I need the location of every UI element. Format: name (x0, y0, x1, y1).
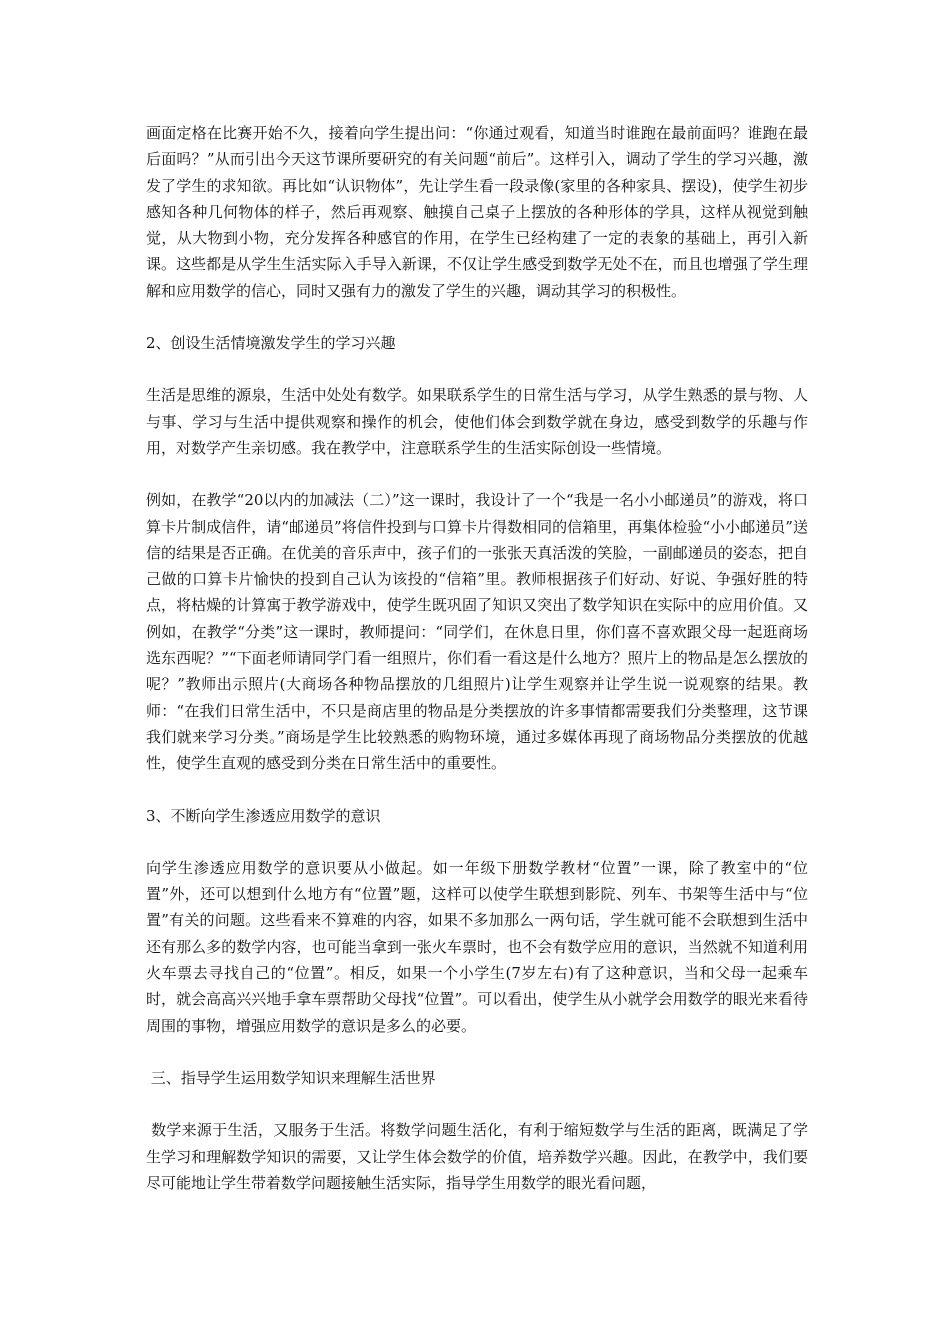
heading-life-situations: 2、创设生活情境激发学生的学习兴趣 (146, 334, 396, 353)
paragraph-examples: 例如，在教学“20以内的加减法（二）”这一课时，我设计了一个“我是一名小小邮递员”的游戏，将口算卡片制成信件，请“邮递员”将信件投到与口算卡片得数相同的信箱里，再集体检验“小小邮递员”送信的结果是否正确。在优美的音乐声中，孩子们的一张张天真活泼的笑脸，一副邮递员的姿态，把自己做的口算卡片愉快的投到自己认为该投的“信箱”里。教师根据孩子们好动、好说、争强好胜的特点，将枯燥的计算寓于教学游戏中，使学生既巩固了知识又突出了数学知识在实际中的应用价值。又例如，在教学“分类”这一课时，教师提问：“同学们，在休息日里，你们喜不喜欢跟父母一起逛商场选东西呢？”“下面老师请同学门看一组照片，你们看一看这是什么地方？照片上的物品是怎么摆放的呢？”教师出示照片(大商场各种物品摆放的几组照片)让学生观察并让学生说一说观察的结果。教师：“在我们日常生活中，不只是商店里的物品是分类摆放的许多事情都需要我们分类整理，这节课我们就来学习分类。”商场是学生比较熟悉的购物环境，通过多媒体再现了商场物品分类摆放的优越性，使学生直观的感受到分类在日常生活中的重要性。 (146, 491, 808, 773)
heading-section-three: 三、指导学生运用数学知识来理解生活世界 (146, 1068, 436, 1087)
paragraph-position-lesson: 向学生渗透应用数学的意识要从小做起。如一年级下册数学教材“位置”一课，除了教室中的“位置”外，还可以想到什么地方有“位置”题，这样可以使学生联想到影院、列车、书架等生活中与“位置”有关的问题。这些看来不算难的内容，如果不多加那么一两句话，学生就可能不会联想到生活中还有那么多的数学内容，也可能当拿到一张火车票时，也不会有数学应用的意识，当然就不知道利用火车票去寻找自己的“位置”。相反，如果一个小学生(7岁左右)有了这种意识，当和父母一起乘车时，就会高高兴兴地手拿车票帮助父母找“位置”。可以看出，使学生从小就学会用数学的眼光来看待周围的事物，增强应用数学的意识是多么的必要。 (146, 858, 808, 1035)
paragraph-gap (146, 304, 808, 330)
paragraph-gap (146, 777, 808, 803)
paragraph-gap (146, 461, 808, 487)
heading-math-awareness: 3、不断向学生渗透应用数学的意识 (146, 806, 381, 825)
paragraph-gap (146, 1039, 808, 1065)
paragraph-gap (146, 356, 808, 382)
paragraph-intro: 画面定格在比赛开始不久，接着向学生提出问：“你通过观看，知道当时谁跑在最前面吗？谁跑在最后面吗？”从而引出今天这节课所要研究的有关问题“前后”。这样引入，调动了学生的学习兴趣，激发了学生的求知欲。再比如“认识物体”，先让学生看一段录像(家里的各种家具、摆设)，使学生初步感知各种几何物体的样子，然后再观察、触摸自己桌子上摆放的各种形体的学具，这样从视觉到触觉，从大物到小物，充分发挥各种感官的作用，在学生已经构建了一定的表象的基础上，再引入新课。这些都是从学生生活实际入手导入新课，不仅让学生感受到数学无处不在，而且也增强了学生理解和应用数学的信心，同时又强有力的激发了学生的兴趣，调动其学习的积极性。 (146, 124, 808, 300)
paragraph-life-source: 生活是思维的源泉，生活中处处有数学。如果联系学生的日常生活与学习，从学生熟悉的景与物、人与事、学习与生活中提供观察和操作的机会，使他们体会到数学就在身边，感受到数学的乐趣与作用，对数学产生亲切感。我在教学中，注意联系学生的生活实际创设一些情境。 (146, 386, 808, 457)
paragraph-gap (146, 1091, 808, 1117)
document-body (146, 120, 808, 1196)
paragraph-gap (146, 829, 808, 855)
paragraph-math-from-life: 数学来源于生活，又服务于生活。将数学问题生活化，有利于缩短数学与生活的距离，既满足了学生学习和理解数学知识的需要，又让学生体会数学的价值，培养数学兴趣。因此，在教学中，我们要尽可能地让学生带着数学问题接触生活实际，指导学生用数学的眼光看问题， (146, 1121, 808, 1192)
